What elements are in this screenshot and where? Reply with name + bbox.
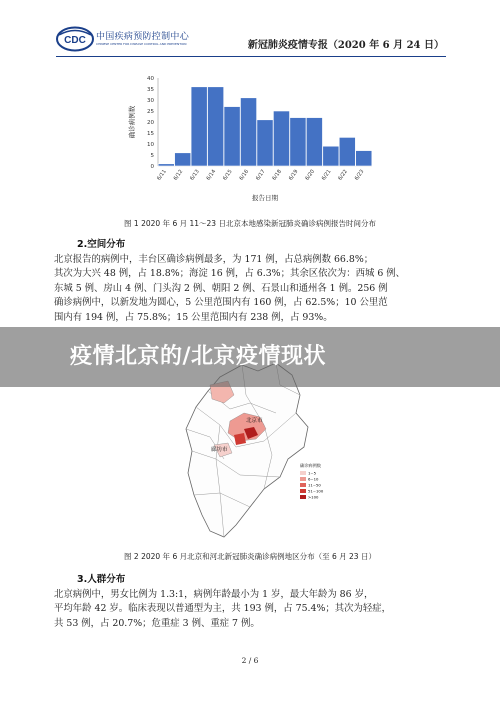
- legend-swatch: [300, 495, 306, 499]
- bar-chart-svg: [122, 68, 382, 206]
- legend-label: 1~5: [308, 470, 317, 476]
- legend-label: 6~10: [308, 476, 319, 482]
- legend-title: 确诊病例数: [300, 463, 321, 468]
- logo-lettering: CDC: [64, 35, 86, 46]
- x-tick-label: 6/16: [238, 168, 251, 182]
- legend-swatch: [300, 477, 306, 481]
- x-tick-label: 6/12: [172, 168, 185, 182]
- x-tick-label: 6/18: [271, 168, 284, 182]
- bar: [191, 87, 207, 166]
- section3-line: 平均年龄 42 岁。临床表现以普通型为主，共 193 例，占 75.4%；其次为轻症，: [54, 603, 392, 615]
- page-number: 2 / 6: [241, 656, 259, 665]
- y-tick-label: 5: [150, 153, 154, 159]
- section3-line: 共 53 例，占 20.7%；危重症 3 例、重症 7 例。: [54, 617, 260, 629]
- legend-label: 11~50: [308, 482, 321, 488]
- map-legend: [300, 462, 324, 500]
- x-tick-label: 6/22: [337, 168, 349, 182]
- figure1-caption: 图 1 2020 年 6 月 11～23 日北京本地感染新冠肺炎确诊病例报告时间分布: [124, 219, 376, 228]
- section2-heading: 2.空间分布: [77, 239, 126, 250]
- bar: [257, 120, 273, 166]
- bar: [158, 164, 174, 166]
- bar: [175, 153, 191, 166]
- figure2-caption: 图 2 2020 年 6 月北京和河北新冠肺炎确诊病例地区分布（至 6 月 23 日）: [124, 552, 376, 561]
- x-tick-label: 6/21: [320, 168, 333, 182]
- y-tick-label: 20: [147, 120, 154, 126]
- header-divider: [56, 56, 446, 57]
- section2-paragraph: [54, 253, 450, 325]
- legend-swatch: [300, 489, 306, 493]
- y-tick-label: 25: [147, 109, 154, 115]
- map-label-beijing: 北京市: [246, 418, 263, 424]
- x-tick-label: 6/20: [304, 168, 317, 182]
- section2-line: 其次为大兴 48 例，占 18.8%；海淀 16 例，占 6.3%；其余区依次为：西城 6 例、: [54, 268, 406, 280]
- org-name-cn: 中国疾病预防控制中心: [96, 32, 190, 42]
- x-tick-label: 6/14: [205, 168, 218, 182]
- x-tick-label: 6/19: [287, 168, 300, 182]
- y-tick-label: 35: [147, 87, 154, 93]
- y-tick-label: 40: [147, 76, 154, 82]
- bar: [356, 151, 372, 166]
- legend-label: 51~100: [308, 488, 324, 494]
- y-tick-label: 0: [150, 164, 154, 170]
- daxing-region: [234, 433, 246, 445]
- section3-line: 北京病例中，男女比例为 1.3:1，病例年龄最小为 1 岁，最大年龄为 86 岁，: [54, 589, 374, 600]
- cdc-logo: [56, 26, 94, 52]
- legend-swatch: [300, 471, 306, 475]
- bar: [339, 137, 355, 166]
- page-header: [0, 0, 500, 60]
- y-tick-label: 30: [147, 98, 154, 104]
- section3-paragraph: [54, 588, 450, 631]
- x-axis-title: 报告日期: [252, 194, 278, 202]
- hebei-outline: [186, 363, 308, 537]
- x-tick-label: 6/23: [353, 168, 366, 182]
- figure1-chart: [122, 68, 382, 206]
- section2-line: 东城 5 例、房山 4 例、门头沟 2 例、朝阳 2 例、石景山和通州各 1 例。256 例: [54, 282, 388, 294]
- y-tick-label: 15: [147, 131, 154, 137]
- bar: [290, 118, 306, 166]
- section2-line: 确诊病例中，以新发地为圆心，5 公里范围内有 160 例，占 62.5%；10 公里范: [54, 297, 388, 309]
- org-name-en: CHINESE CENTER FOR DISEASE CONTROL AND PREVENTION: [96, 42, 187, 46]
- x-tick-label: 6/17: [255, 168, 267, 182]
- bar: [224, 107, 240, 166]
- title-banner: [0, 327, 500, 387]
- map-label-langfang: 廊坊市: [211, 447, 228, 453]
- x-tick-label: 6/13: [189, 168, 201, 182]
- bar: [240, 98, 256, 166]
- legend-label: >100: [308, 494, 319, 500]
- banner-title: 疫情北京的/北京疫情现状: [70, 344, 327, 369]
- bar: [306, 118, 322, 166]
- x-tick-label: 6/11: [156, 168, 168, 182]
- y-axis-title: 确诊病例数: [128, 105, 136, 139]
- section2-line: 围内有 194 例，占 75.8%；15 公里范围内有 238 例，占 93%。: [54, 311, 333, 323]
- bar: [208, 87, 224, 166]
- bar: [323, 146, 339, 166]
- x-tick-label: 6/15: [222, 168, 234, 182]
- legend-swatch: [300, 483, 306, 487]
- section2-line: 北京报告的病例中，丰台区确诊病例最多，为 171 例，占总病例数 66.8%；: [54, 254, 374, 265]
- section3-heading: 3.人群分布: [77, 574, 126, 585]
- bar: [273, 111, 289, 166]
- report-title: 新冠肺炎疫情专报（2020 年 6 月 24 日）: [247, 40, 444, 51]
- y-tick-label: 10: [147, 142, 154, 148]
